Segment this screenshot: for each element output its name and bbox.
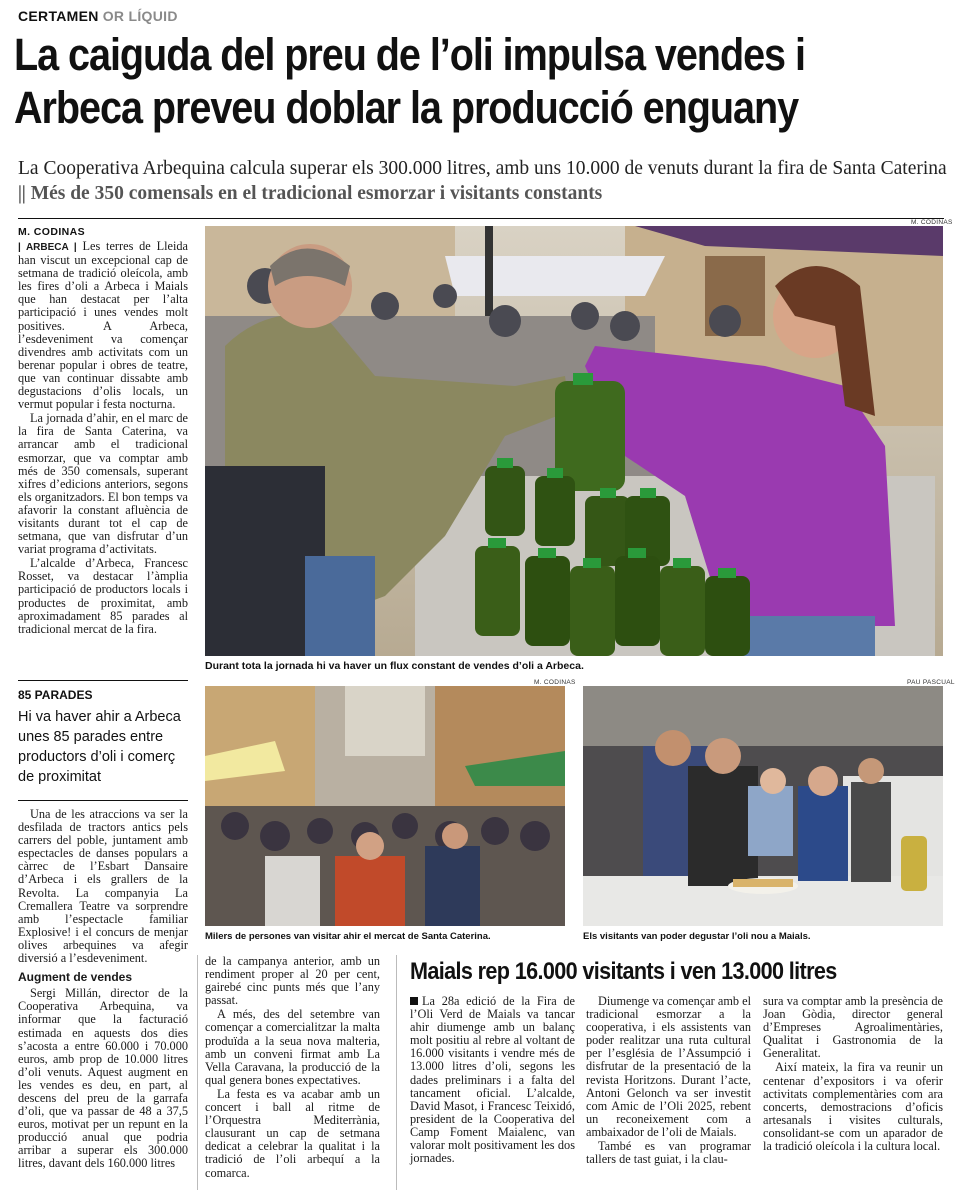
main-photo-credit: M. CODINAS — [911, 219, 953, 226]
col1b-paragraph-1: Una de les atraccions va ser la desfilada de tractors antics pels carrers del poble, juntament amb espectacles de danses populars a càrrec de l’Esbart Dansaire d’Arbeca i els grallers de la Revolta. La companyia La Cremallera Teatre va sorprendre amb l’espectacle familiar Explosive! i el concurs de menjar olives arbequines va afegir diversió a l’esdeveniment. — [18, 807, 188, 966]
sidebar-paragraph-3b: Així mateix, la fira va reunir un centenar d’expositors i va oferir activitats complementàries com ara concerts, demostracions d’oficis artesanals i visites culturals, consolidant-se com un aparador de la tradició oleícola i la cultura local. — [763, 1060, 943, 1154]
col2-paragraph-2: A més, des del setembre van començar a comercialitzar la malta produïda a la seua nova malteria, amb un conveni firmat amb La Vella Caravana, la producció de la qual genera bones expectatives. — [205, 1007, 380, 1087]
sidebar-column-1 — [410, 995, 575, 1166]
byline: M. CODINAS — [18, 226, 85, 238]
deck — [18, 156, 948, 206]
col1b-paragraph-2: Sergi Millán, director de la Cooperativa Arbequina, va informar que la facturació estimada en aquests dos dies s’acosta a entre 60.000 i 70.000 euros, amb prop de 10.000 litres d’oli venuts. Aquest augment en les vendes es deu, en part, al descens del preu de la garrafa d’oli, que va passar de 48 a 37,5 euros, motivat per un repunt en la producció anual que podria arribar a superar els 300.000 litres, davant dels 160.000 litres — [18, 986, 188, 1171]
article-column-1-continued — [18, 808, 188, 1172]
section-label — [18, 8, 178, 24]
sidebar-column-3 — [763, 995, 943, 1154]
sidebar-paragraph-2b: També es van programar tallers de tast guiat, i la clau- — [586, 1139, 751, 1167]
deck-text: La Cooperativa Arbequina calcula superar els 300.000 litres, amb uns 10.000 de venuts durant la fira de Santa Caterina — [18, 158, 947, 179]
tasting-photo-caption: Els visitants van poder degustar l’oli nou a Maials. — [583, 931, 811, 942]
kicker-rule — [18, 680, 188, 681]
headline-line-2: Arbeca preveu doblar la producció enguany — [14, 82, 799, 133]
col2-paragraph-1: de la campanya anterior, amb un rendiment proper al 20 per cent, gairebé cinc punts més que l’any passat. — [205, 954, 380, 1008]
col1-paragraph-3: L’alcalde d’Arbeca, Francesc Rosset, va destacar l’àmplia participació de productors locals i productes de proximitat, amb aproximadament 85 parades al tradicional mercat de la fira. — [18, 556, 188, 636]
street-market-photo — [205, 686, 565, 926]
street-photo-caption: Milers de persones van visitar ahir el mercat de Santa Caterina. — [205, 931, 491, 942]
sidebar-divider — [396, 955, 397, 1190]
tasting-illustration — [583, 686, 943, 926]
headline — [14, 28, 841, 134]
col1-paragraph-2: La jornada d’ahir, en el marc de la fira de Santa Caterina, va arrancar amb el tradicional esmorzar, que va comptar amb més de 350 comensals, superant xifres d’edicions anteriors, segons els organitzadors. El bon temps va afavorir la constant afluència de visitants durant tot el cap de setmana, que van disfrutar d’un variat programa d’activitats. — [18, 411, 188, 557]
section-sub: OR LÍQUID — [102, 8, 178, 24]
kicker: 85 PARADES — [18, 688, 93, 702]
sidebar-paragraph-1: La 28a edició de la Fira de l’Oli Verd de Maials va tancar ahir diumenge amb un balanç molt positiu al rebre al voltant de 16.000 visitants i vendre més de 13.000 litres d’oli, segons les dades preliminars i a falta del tancament oficial. L’alcalde, David Masot, i Francesc Teixidó, president de la Cooperativa del Camp Foment Maialenc, van valorar molt positivament les dos jornades. — [410, 994, 575, 1166]
location-tag: | ARBECA | — [18, 242, 77, 253]
street-photo-credit: M. CODINAS — [534, 679, 576, 686]
main-photo — [205, 226, 943, 656]
headline-line-1: La caiguda del preu de l’oli impulsa vendes i — [14, 29, 805, 80]
sidebar-title: Maials rep 16.000 visitants i ven 13.000 litres — [410, 958, 837, 985]
column-divider — [197, 955, 198, 1190]
top-rule — [18, 218, 944, 219]
sidebar-paragraph-3: sura va comptar amb la presència de Joan Gòdia, director general d’Empreses Agroalimentàries, Qualitat i Gastronomia de la Generalitat. — [763, 994, 943, 1061]
bullet-square — [410, 997, 418, 1005]
subhead-sales: Augment de vendes — [18, 970, 133, 985]
tasting-photo-credit: PAU PASCUAL — [907, 679, 955, 686]
pull-quote: Hi va haver ahir a Arbeca unes 85 parades entre productors d’oli i comerç de proximitat — [18, 709, 181, 785]
main-photo-caption: Durant tota la jornada hi va haver un flux constant de vendes d’oli a Arbeca. — [205, 660, 584, 672]
article-column-2 — [205, 955, 380, 1181]
col1-paragraph-1: Les terres de Lleida han viscut un excepcional cap de setmana de tradició oleícola, amb les fires d’oli a Arbeca i Maials que han destacat per l’alta participació i unes vendes molt positives. A Arbeca, l’esdeveniment va començar divendres amb activitats com un berenar popular i obres de teatre, que van continuar dissabte amb degustacions d’olis locals, un vermut popular i festa nocturna. — [18, 239, 188, 412]
street-crowd-illustration — [205, 686, 565, 926]
sidebar-column-2 — [586, 995, 751, 1167]
col2-paragraph-3: La festa es va acabar amb un concert i ball al ritme de l’Orquestra Mediterrània, clausurant un cap de setmana dedicat a celebrar la qualitat i la tradició de l’oli arbequí a la comarca. — [205, 1086, 380, 1180]
pullquote-rule — [18, 800, 188, 801]
olive-oil-stall-illustration — [205, 226, 943, 656]
tasting-photo — [583, 686, 943, 926]
section-main: CERTAMEN — [18, 8, 99, 24]
deck-highlight: Més de 350 comensals en el tradicional esmorzar i visitants constants — [30, 183, 603, 204]
sidebar-paragraph-2: Diumenge va començar amb el tradicional esmorzar a la cooperativa, i els assistents van poder realitzar una ruta cultural per l’església de l’Assumpció i disfrutar de la presentació de la revista Horitzons. Durant l’acte, Antoni Gelonch va ser investit com Amic de l’Oli 2025, rebent un reconeixement com a ambaixador de l’oli de Maials. — [586, 994, 751, 1139]
article-column-1 — [18, 240, 188, 637]
deck-separator: || — [18, 183, 26, 204]
